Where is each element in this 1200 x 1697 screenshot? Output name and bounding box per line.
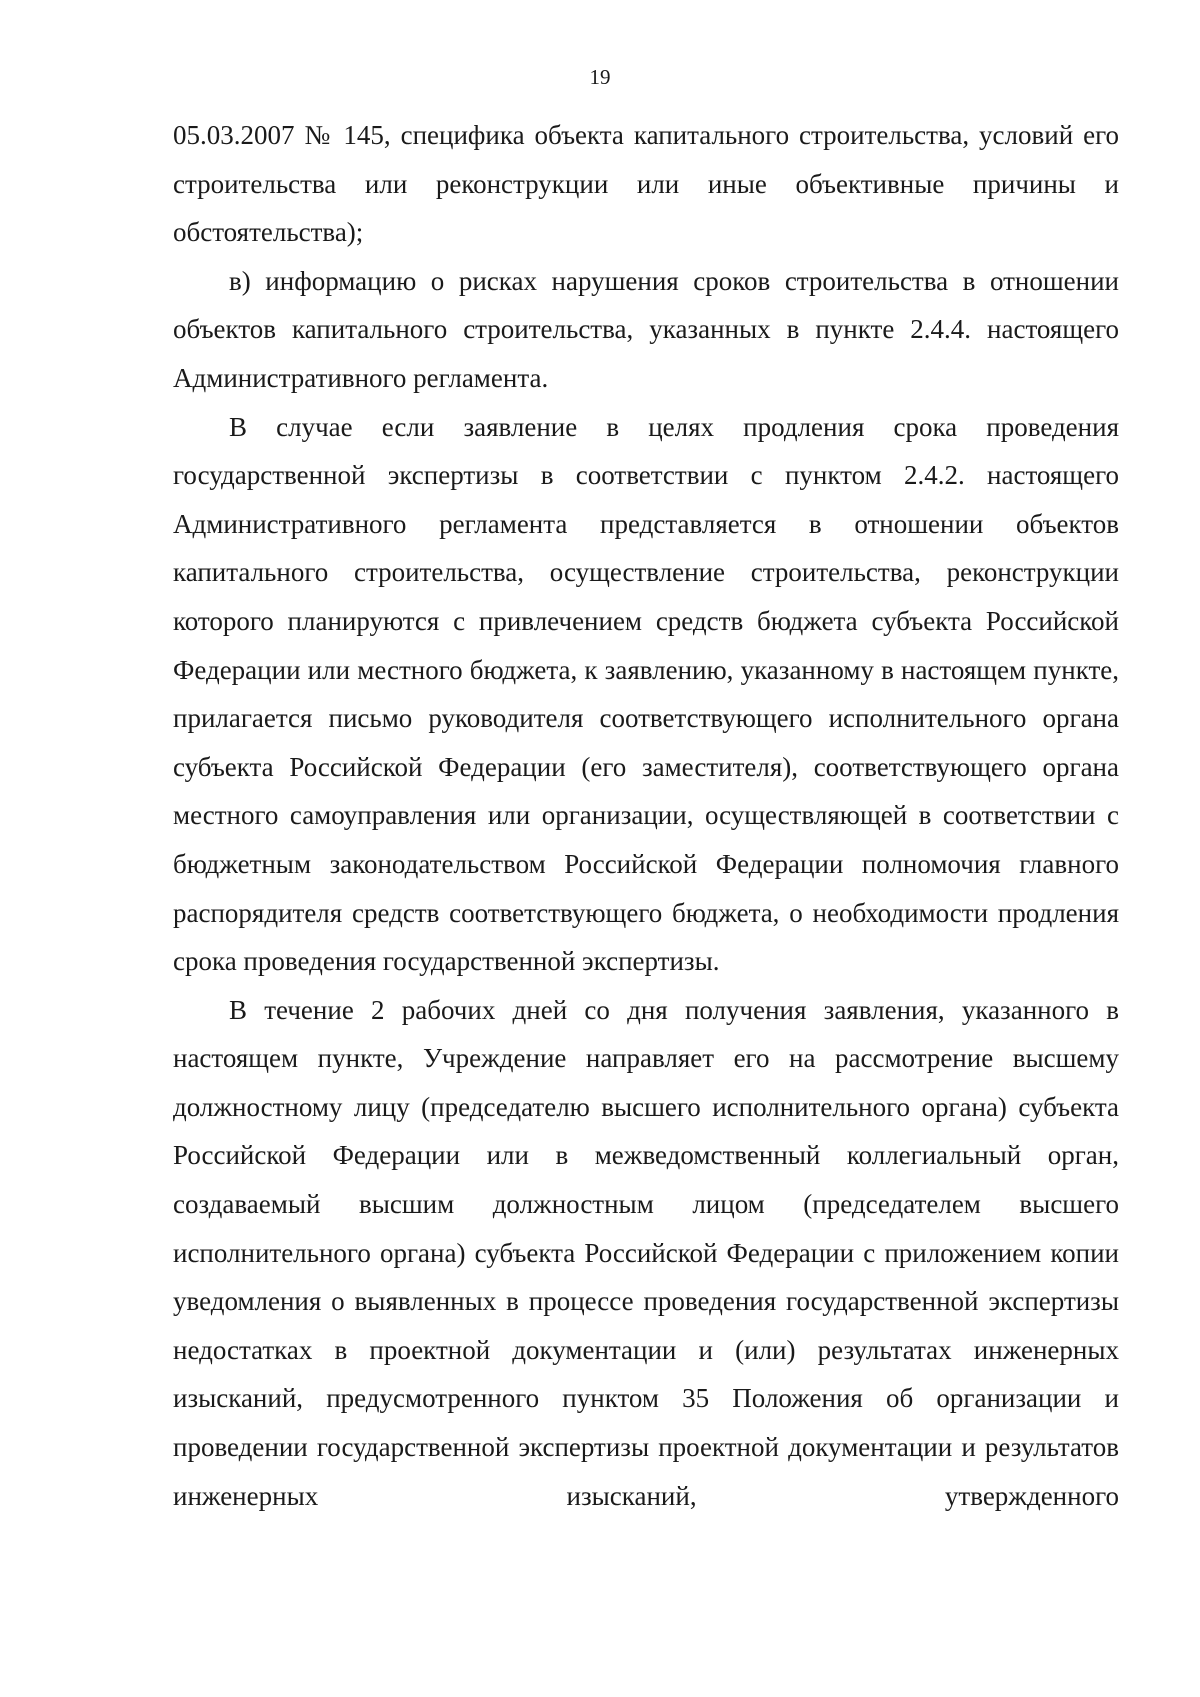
- page-number: 19: [589, 65, 611, 89]
- document-body: [173, 111, 1119, 1520]
- paragraph-item-v: в) информацию о рисках нарушения сроков строительства в отношении объектов капитального строительства, указанных в пункте 2.4.4. настоящего Административного регламента.: [173, 265, 1119, 393]
- paragraph-continuation: 05.03.2007 № 145, специфика объекта капитального строительства, условий его строительства или реконструкции или иные объективные причины и обстоятельства);: [173, 120, 1119, 248]
- paragraph-budget-case: В случае если заявление в целях продления срока проведения государственной экспертизы в соответствии с пунктом 2.4.2. настоящего Административного регламента представляется в отношении объектов капитального строительства, осуществление строительства, реконструкции которого планируются с привлечением средств бюджета субъекта Российской Федерации или местного бюджета, к заявлению, указанному в настоящем пункте, прилагается письмо руководителя соответствующего исполнительного органа субъекта Российской Федерации (его заместителя), соответствующего органа местного самоуправления или организации, осуществляющей в соответствии с бюджетным законодательством Российской Федерации полномочия главного распорядителя средств соответствующего бюджета, о необходимости продления срока проведения государственной экспертизы.: [173, 411, 1119, 977]
- paragraph-review-period: В течение 2 рабочих дней со дня получения заявления, указанного в настоящем пункте, Учреждение направляет его на рассмотрение высшему должностному лицу (председателю высшего исполнительного органа) субъекта Российской Федерации или в межведомственный коллегиальный орган, создаваемый высшим должностным лицом (председателем высшего исполнительного органа) субъекта Российской Федерации с приложением копии уведомления о выявленных в процессе проведения государственной экспертизы недостатках в проектной документации и (или) результатах инженерных изысканий, предусмотренного пунктом 35 Положения об организации и проведении государственной экспертизы проектной документации и результатов инженерных изысканий, утвержденного: [173, 994, 1119, 1511]
